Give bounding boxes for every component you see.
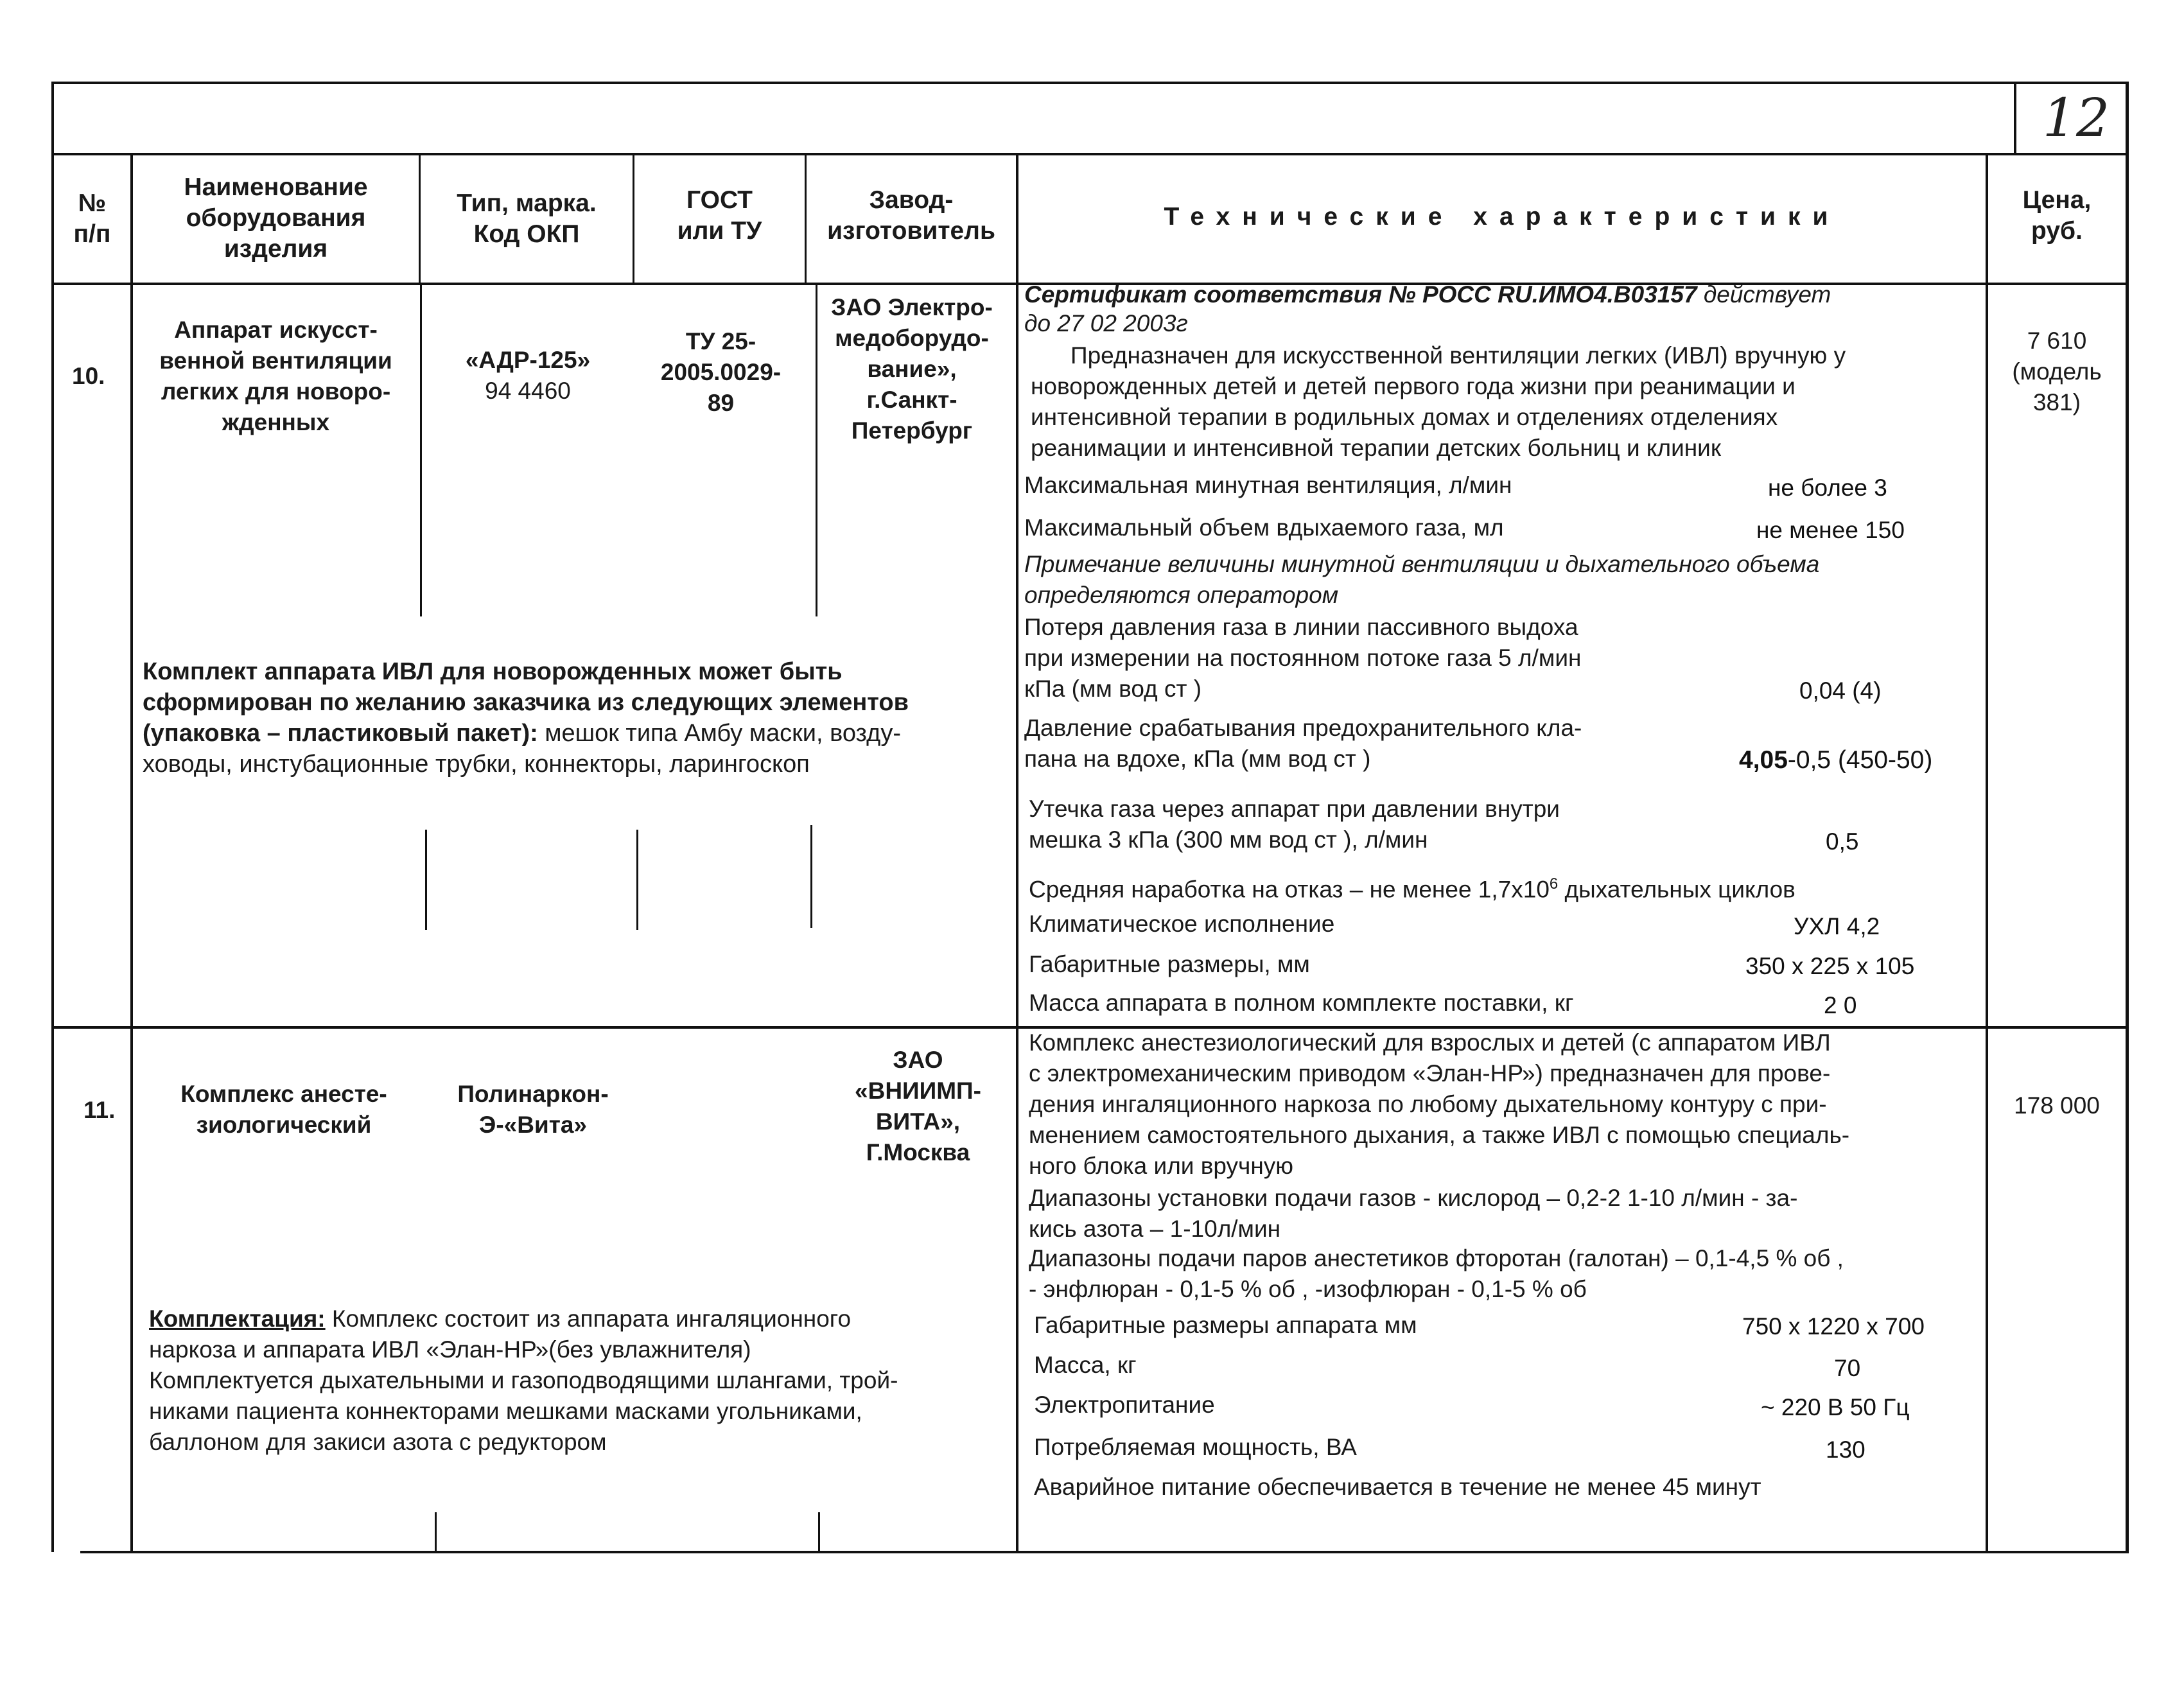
page-number: 12 xyxy=(2042,88,2110,149)
spec-label: Габаритные размеры, мм xyxy=(1029,951,1310,977)
spec-label: Потеря давления газа в линии пассивного выдоха при измерении на постоянном потоке газа 5 л/мин кПа (мм вод ст ) xyxy=(1024,614,1582,702)
row-number: 10. xyxy=(72,363,105,389)
spec-value: 4,05-0,5 (450-50) xyxy=(1739,746,1933,774)
spec-label: Утечка газа через аппарат при давлении внутри мешка 3 кПа (300 мм вод ст ), л/мин xyxy=(1029,796,1560,853)
kit-description: Комплектация: Комплекс состоит из аппарата ингаляционного наркоза и аппарата ИВЛ «Элан-НР»(без увлажнителя) Комплектуется дыхательными и газоподводящими шлангами, трой- никами пациента коннекторами мешками масками угольниками, баллоном для закиси азота с редуктором xyxy=(149,1305,898,1455)
price: 7 610 (модель 381) xyxy=(2012,327,2102,415)
spec-label: Максимальная минутная вентиляция, л/мин xyxy=(1024,472,1512,498)
spec-value: УХЛ 4,2 xyxy=(1794,913,1880,939)
header-price: Цена, руб. xyxy=(2022,186,2092,245)
spec-value: ~ 220 В 50 Гц xyxy=(1761,1394,1910,1420)
price: 178 000 xyxy=(2014,1092,2100,1119)
manufacturer: ЗАО Электро- медоборудо- вание», г.Санкт- Петербург xyxy=(831,294,993,444)
manufacturer: ЗАО «ВНИИМП- ВИТА», Г.Москва xyxy=(855,1047,981,1166)
type-code: Полинаркон- Э-«Вита» xyxy=(457,1081,609,1138)
header-type: Тип, марка. Код ОКП xyxy=(457,189,597,248)
header-num: № п/п xyxy=(73,189,111,248)
spec-value: 70 xyxy=(1834,1355,1861,1381)
type-code: «АДР-125» 94 4460 xyxy=(465,347,591,404)
header-tech: Технические характеристики xyxy=(1164,203,1840,231)
certificate: Сертификат соответствия № РОСС RU.ИМО4.В03157 действует xyxy=(1024,281,1831,308)
note: Примечание величины минутной вентиляции и дыхательного объема определяются оператором xyxy=(1024,551,1820,608)
equipment-name: Аппарат искусст- венной вентиляции легких для новоро- жденных xyxy=(159,317,392,435)
vapor-supply: Диапазоны подачи паров анестетиков фторотан (галотан) – 0,1-4,5 % об , - энфлюран - 0,1-5 % об , -изофлюран - 0,1-5 % об xyxy=(1029,1245,1844,1302)
spec-label: Габаритные размеры аппарата мм xyxy=(1034,1312,1417,1338)
spec-label: Давление срабатывания предохранительного кла- пана на вдохе, кПа (мм вод ст ) xyxy=(1024,715,1582,772)
purpose: Предназначен для искусственной вентиляции легких (ИВЛ) вручную у новорожденных детей и детей первого года жизни при реанимации и интенсивной терапии в родильных домах и отделениях отделениях реанимации и интенсивной терапии детских больниц и клиник xyxy=(1031,342,1846,461)
header-maker: Завод- изготовитель xyxy=(827,186,995,245)
spec-value: 130 xyxy=(1826,1436,1865,1463)
emergency-power: Аварийное питание обеспечивается в течение не менее 45 минут xyxy=(1034,1474,1761,1500)
spec-value: 2 0 xyxy=(1824,992,1857,1018)
header-gost: ГОСТ или ТУ xyxy=(677,186,762,245)
header-name: Наименование оборудования изделия xyxy=(184,173,368,263)
description: Комплекс анестезиологический для взрослых и детей (с аппаратом ИВЛ с электромеханическим приводом «Элан-НР») предназначен для прове- дения ингаляционного наркоза по любому дыхательному контуру с при- менением самостоятельного дыхания, а также ИВЛ с помощью специаль- ного блока или вручную xyxy=(1029,1029,1850,1179)
spec-label: Электропитание xyxy=(1034,1392,1215,1418)
spec-label: Средняя наработка на отказ – не менее $1,7х10^6$ дыхательных циклов xyxy=(1029,875,1795,903)
spec-label: Масса аппарата в полном комплекте поставки, кг xyxy=(1029,990,1574,1016)
spec-value: не более 3 xyxy=(1768,475,1887,501)
spec-value: 0,04 (4) xyxy=(1799,677,1882,704)
gost: ТУ 25- 2005.0029- 89 xyxy=(660,328,782,416)
spec-label: Климатическое исполнение xyxy=(1029,911,1335,937)
gas-supply: Диапазоны установки подачи газов - кислород – 0,2-2 1-10 л/мин - за- кись азота – 1-10л/мин xyxy=(1029,1185,1798,1242)
spec-value: 0,5 xyxy=(1826,828,1859,855)
spec-value: 350 х 225 х 105 xyxy=(1745,953,1915,979)
spec-label: Максимальный объем вдыхаемого газа, мл xyxy=(1024,514,1504,541)
kit-description: Комплект аппарата ИВЛ для новорожденных может быть сформирован по желанию заказчика из следующих элементов (упаковка – пластиковый пакет): мешок типа Амбу маски, возду- ховоды, инстубационные трубки, коннекторы, ларингоскоп xyxy=(143,658,909,778)
equipment-name: Комплекс анесте- зиологический xyxy=(180,1081,387,1138)
spec-value: 750 х 1220 х 700 xyxy=(1742,1313,1925,1340)
spec-label: Потребляемая мощность, ВА xyxy=(1034,1434,1357,1460)
spec-label: Масса, кг xyxy=(1034,1352,1137,1378)
spec-value: не менее 150 xyxy=(1756,517,1905,543)
row-number: 11. xyxy=(83,1097,116,1123)
certificate-date: до 27 02 2003г xyxy=(1024,310,1188,336)
